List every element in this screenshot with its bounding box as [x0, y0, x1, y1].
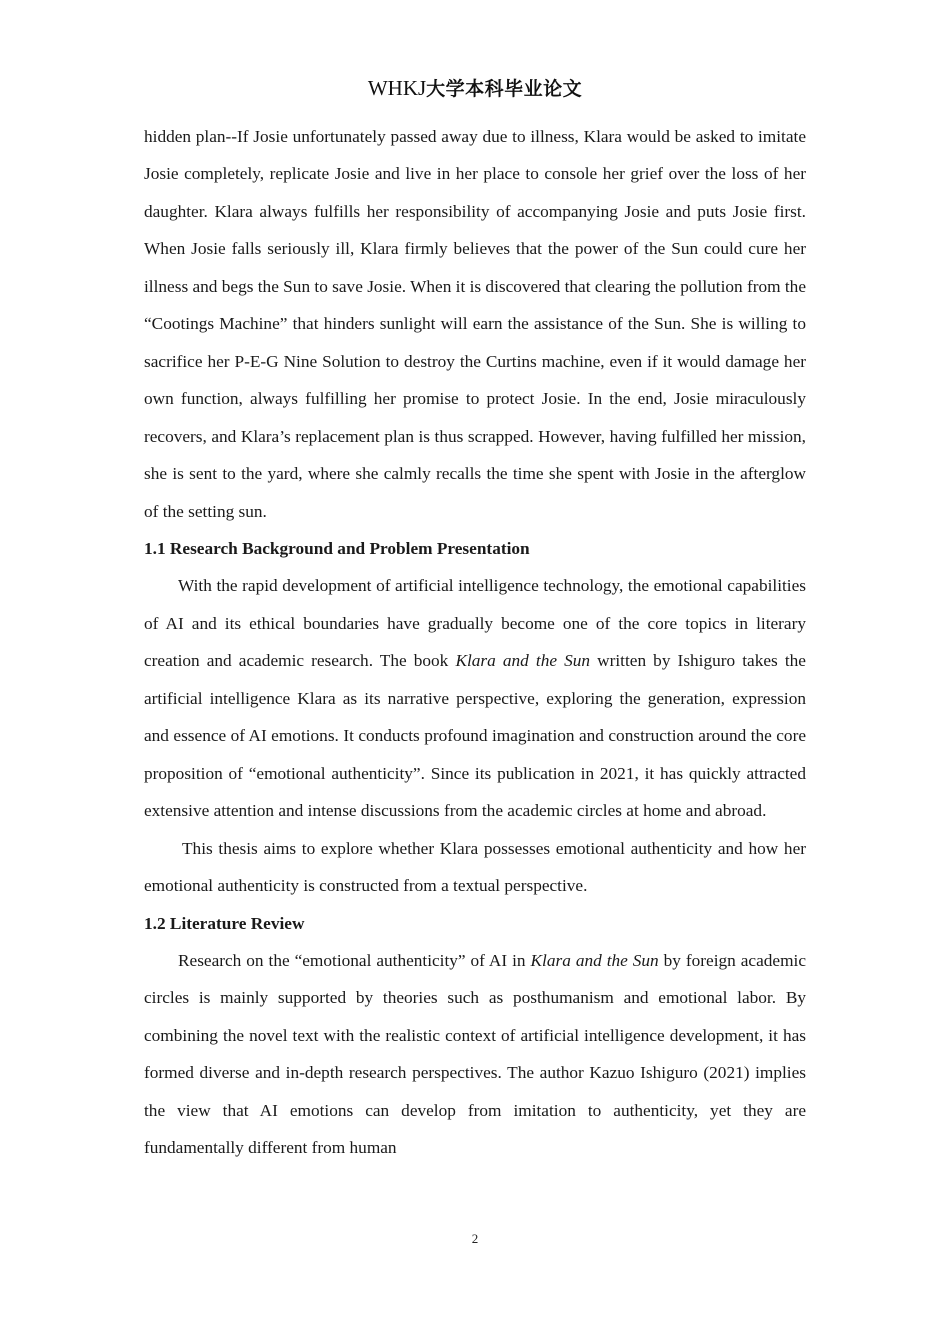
paragraph-literature-review: [144, 942, 806, 1167]
header-latin: WHKJ: [367, 76, 427, 100]
paragraph-text: by foreign academic circles is mainly supported by theories such as posthumanism and emotional labor. By combining the novel text with the realistic context of artificial intelligence development, it has formed diverse and in-depth research perspectives. The author Kazuo Ishiguro (2021) implies the view that AI emotions can develop from imitation to authenticity, yet they are fundamentally different from human: [144, 950, 806, 1158]
section-heading-1-1: 1.1 Research Background and Problem Presentation: [144, 538, 530, 558]
running-header: [0, 74, 950, 101]
paragraph-text: With the rapid development of artificial intelligence technology, the emotional capabilities of AI and its ethical boundaries have gradually become one of the core topics in literary creation and academic research. The book: [144, 576, 806, 671]
page-number: 2: [471, 1231, 479, 1246]
paragraph-research-background: [144, 567, 806, 829]
paragraph-text: Research on the “emotional authenticity” of AI in: [178, 950, 531, 970]
paragraph-thesis-aim: This thesis aims to explore whether Klara possesses emotional authenticity and how her emotional authenticity is constructed from a textual perspective.: [144, 838, 806, 896]
paragraph-text: written by Ishiguro takes the artificial intelligence Klara as its narrative perspective, exploring the generation, expression and essence of AI emotions. It conducts profound imagination and construction around the core proposition of “emotional authenticity”. Since its publication in 2021, it has quickly attracted extensive attention and intense discussions from the academic circles at home and abroad.: [144, 651, 806, 821]
body-text: [144, 118, 806, 1167]
section-heading-1-2: 1.2 Literature Review: [144, 913, 305, 933]
book-title: Klara and the Sun: [530, 950, 659, 970]
book-title: Klara and the Sun: [455, 651, 591, 671]
paragraph-continued: hidden plan--If Josie unfortunately passed away due to illness, Klara would be asked to imitate Josie completely, replicate Josie and live in her place to console her grief over the loss of her daughter. Klara always fulfills her responsibility of accompanying Josie and puts Josie first. When Josie falls seriously ill, Klara firmly believes that the power of the Sun could cure her illness and begs the Sun to save Josie. When it is discovered that clearing the pollution from the “Cootings Machine” that hinders sunlight will earn the assistance of the Sun. She is willing to sacrifice her P-E-G Nine Solution to destroy the Curtins machine, even if it would damage her own function, always fulfilling her promise to protect Josie. In the end, Josie miraculously recovers, and Klara’s replacement plan is thus scrapped. However, having fulfilled her mission, she is sent to the yard, where she calmly recalls the time she spent with Josie in the afterglow of the setting sun.: [144, 127, 806, 521]
header-chinese: 大学本科毕业论文: [426, 78, 583, 100]
